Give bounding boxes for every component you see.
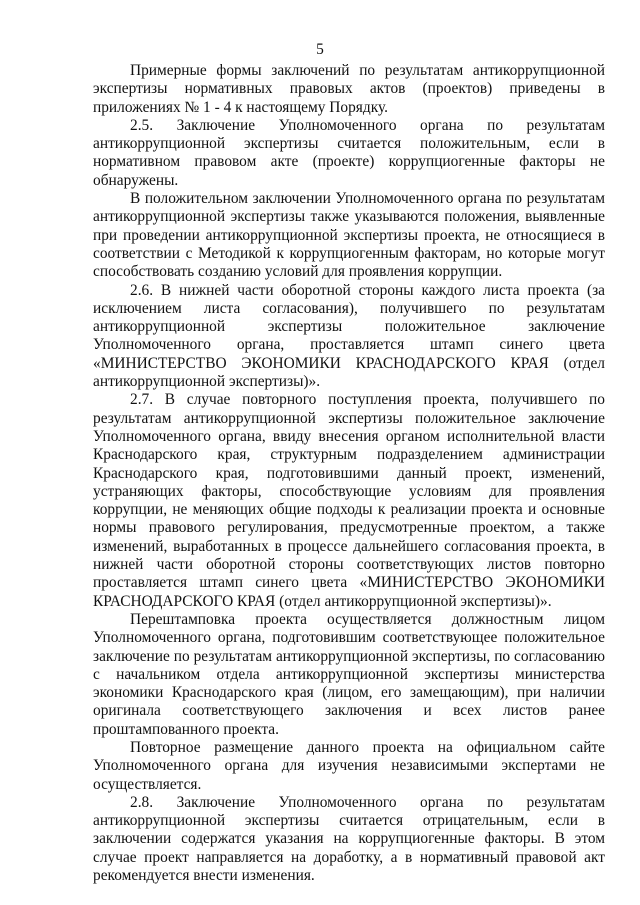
paragraph-restamping: Перештамповка проекта осуществляется должностным лицом Уполномоченного органа, подготовившим соответствующее положительное заключение по результатам антикоррупционной экспертизы, по согласованию с начальником отдела антикоррупционной экспертизы министерства экономики Краснодарского края (лицом, его замещающим), при наличии оригинала соответствующего заключения и всех листов ранее проштампованного проекта. — [93, 610, 605, 738]
paragraph-2-8: 2.8. Заключение Уполномоченного органа по результатам антикоррупционной экспертизы считается отрицательным, если в заключении содержатся указания на коррупциогенные факторы. В этом случае проект направляется на доработку, а в нормативный правовой акт рекомендуется внести изменения. — [93, 793, 605, 885]
paragraph-2-7: 2.7. В случае повторного поступления проекта, получившего по результатам антикоррупционной экспертизы положительное заключение Уполномоченного органа, ввиду внесения органом исполнительной власти Краснодарского края, структурным подразделением администрации Краснодарского края, подготовившими данный проект, изменений, устраняющих факторы, способствующие условиям для проявления коррупции, не меняющих общие подходы к реализации проекта и основные нормы правового регулирования, предусмотренные проектом, а также изменений, выработанных в процессе дальнейшего согласования проекта, в нижней части оборотной стороны соответствующих листов повторно проставляется штамп синего цвета «МИНИСТЕРСТВО ЭКОНОМИКИ КРАСНОДАРСКОГО КРАЯ (отдел антикоррупционной экспертизы)». — [93, 391, 605, 610]
paragraph-2-5: 2.5. Заключение Уполномоченного органа по результатам антикоррупционной экспертизы считается положительным, если в нормативном правовом акте (проекте) коррупциогенные факторы не обнаружены. — [93, 116, 605, 189]
paragraph-repeat-posting: Повторное размещение данного проекта на официальном сайте Уполномоченного органа для изучения независимыми экспертами не осуществляется. — [93, 738, 605, 793]
page-number: 5 — [316, 41, 324, 58]
paragraph-positive-conclusion: В положительном заключении Уполномоченного органа по результатам антикоррупционной экспертизы также указываются положения, выявленные при проведении антикоррупционной экспертизы проекта, не относящиеся в соответствии с Методикой к коррупциогенным факторам, но которые могут способствовать созданию условий для проявления коррупции. — [93, 190, 605, 281]
paragraph-sample-forms: Примерные формы заключений по результатам антикоррупционной экспертизы нормативных правовых актов (проектов) приведены в приложениях № 1 - 4 к настоящему Порядку. — [93, 62, 605, 116]
document-body — [93, 62, 605, 885]
paragraph-2-6: 2.6. В нижней части оборотной стороны каждого листа проекта (за исключением листа согласования), получившего по результатам антикоррупционной экспертизы положительное заключение Уполномоченного органа, проставляется штамп синего цвета «МИНИСТЕРСТВО ЭКОНОМИКИ КРАСНОДАРСКОГО КРАЯ (отдел антикоррупционной экспертизы)». — [93, 281, 605, 391]
